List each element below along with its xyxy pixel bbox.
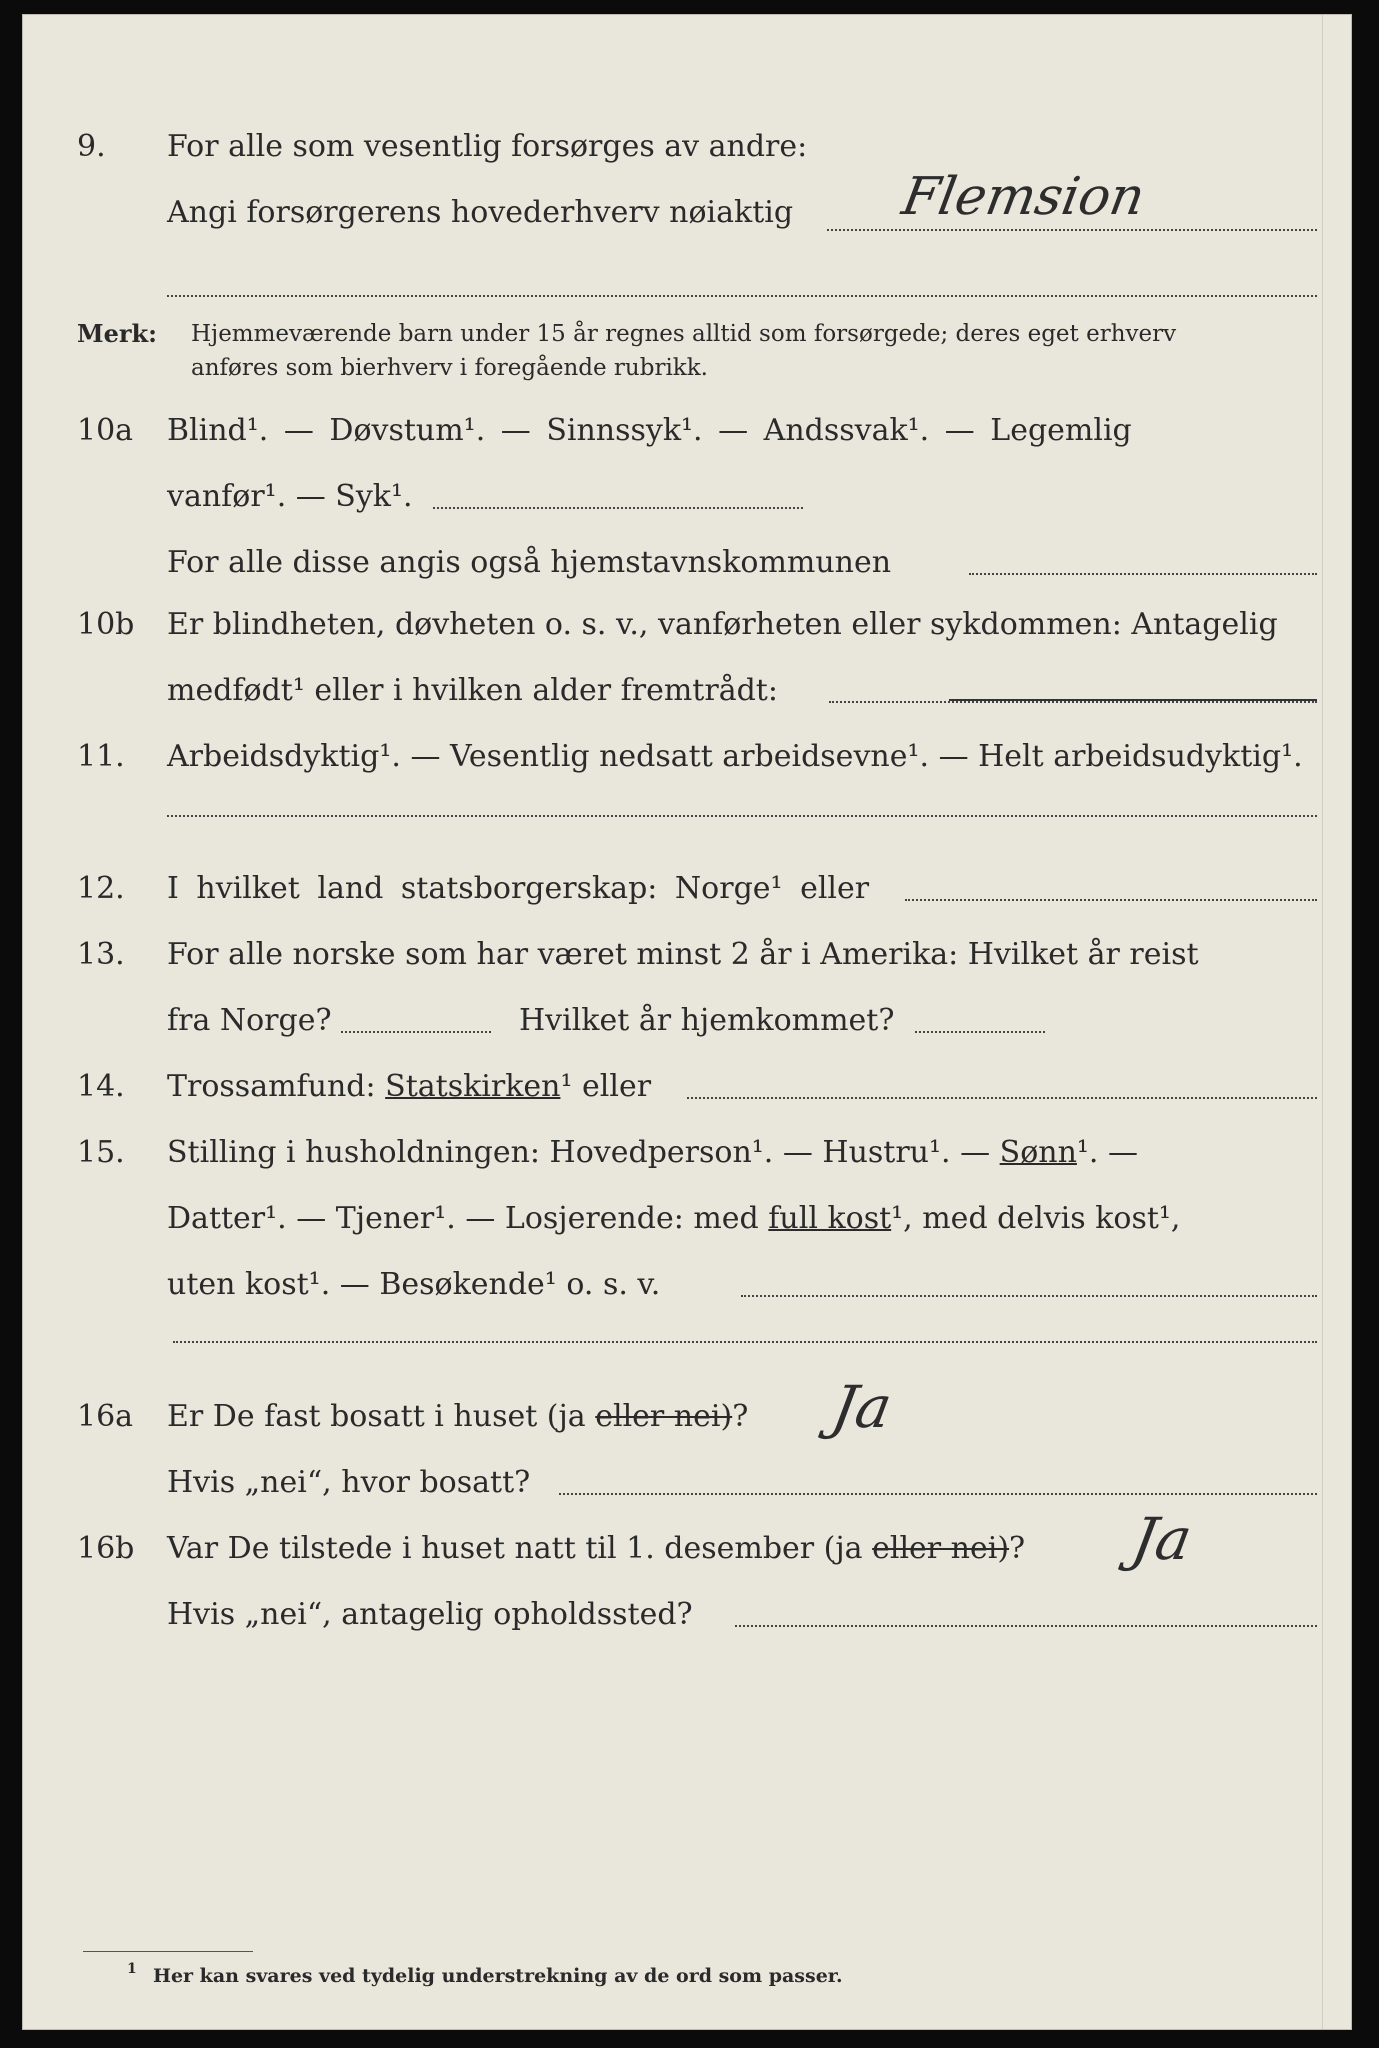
q13-line1: For alle norske som har været minst 2 år i Amerika: Hvilket år reist xyxy=(167,937,1199,972)
q16b-handwritten-answer: Ja xyxy=(1127,1505,1197,1573)
q15-line2b: ¹, med delvis kost¹, xyxy=(891,1201,1181,1236)
q15-underlined-full-kost: full kost xyxy=(768,1201,892,1236)
q9-handwritten-answer: Flemsion xyxy=(897,167,1150,227)
q16b-answer-line xyxy=(735,1625,1317,1627)
merk-label: Merk: xyxy=(77,319,157,348)
q15-extra-line xyxy=(173,1341,1317,1343)
footnote-rule xyxy=(83,1951,253,1952)
q15-underlined-sonn: Sønn xyxy=(999,1135,1077,1170)
q16a-struck-option: eller nei) xyxy=(595,1399,733,1434)
q15-line1b: ¹. — xyxy=(1076,1135,1139,1170)
q16a-handwritten-answer: Ja xyxy=(827,1373,897,1441)
q9-line2: Angi forsørgerens hovederhverv nøiaktig xyxy=(167,195,794,230)
q15-line2 xyxy=(167,1199,1180,1239)
q15-line3: uten kost¹. — Besøkende¹ o. s. v. xyxy=(167,1267,661,1302)
q16b-line2: Hvis „nei“, antagelig opholdssted? xyxy=(167,1597,693,1632)
q16b-number: 16b xyxy=(77,1531,135,1566)
q12-answer-line xyxy=(905,899,1317,901)
q9-answer-line xyxy=(827,229,1317,231)
q15-number: 15. xyxy=(77,1135,125,1170)
q15-answer-line xyxy=(741,1295,1317,1297)
q13-hjemkommet-line xyxy=(915,1031,1045,1033)
q16a-post: ? xyxy=(732,1399,749,1434)
q13-reist-line xyxy=(341,1031,491,1033)
q14-post: ¹ eller xyxy=(560,1069,652,1104)
q14-answer-line xyxy=(687,1097,1317,1099)
q10b-number: 10b xyxy=(77,607,135,642)
q10b-line1: Er blindheten, døvheten o. s. v., vanførheten eller sykdommen: Antagelig xyxy=(167,607,1278,642)
q10b-stroke xyxy=(949,699,1317,701)
q14-number: 14. xyxy=(77,1069,125,1104)
q10a-line3: For alle disse angis også hjemstavnskommunen xyxy=(167,545,892,580)
q16a-answer-line xyxy=(559,1493,1317,1495)
q14-line xyxy=(167,1067,651,1107)
q10a-number: 10a xyxy=(77,413,134,448)
q16a-pre: Er De fast bosatt i huset (ja xyxy=(167,1399,596,1434)
q10a-line2: vanfør¹. — Syk¹. xyxy=(167,479,413,514)
q9-number: 9. xyxy=(77,129,106,164)
q11-number: 11. xyxy=(77,739,125,774)
footnote-mark: 1 xyxy=(127,1961,137,1977)
q13-number: 13. xyxy=(77,937,125,972)
q9-extra-line xyxy=(167,295,1317,297)
census-form-page xyxy=(22,14,1352,2030)
q16b-line1 xyxy=(167,1529,1025,1569)
q16b-pre: Var De tilstede i huset natt til 1. desember (ja xyxy=(167,1531,873,1566)
q10b-answer-line xyxy=(829,701,1317,703)
q13-line2b: Hvilket år hjemkommet? xyxy=(519,1003,895,1038)
q11-line1: Arbeidsdyktig¹. — Vesentlig nedsatt arbeidsevne¹. — Helt arbeidsudyktig¹. xyxy=(167,739,1303,774)
q16a-line2: Hvis „nei“, hvor bosatt? xyxy=(167,1465,531,1500)
q10a-line1: Blind¹. — Døvstum¹. — Sinnssyk¹. — Andssvak¹. — Legemlig xyxy=(167,413,1132,448)
q10a-answer-line xyxy=(433,507,803,509)
footnote-text: Her kan svares ved tydelig understrekning av de ord som passer. xyxy=(153,1965,843,1987)
q14-underlined-option: Statskirken xyxy=(385,1069,561,1104)
q10b-line2: medfødt¹ eller i hvilken alder fremtrådt: xyxy=(167,673,778,708)
q14-pre: Trossamfund: xyxy=(167,1069,386,1104)
q16a-number: 16a xyxy=(77,1399,134,1434)
q15-line1a: Stilling i husholdningen: Hovedperson¹. — Hustru¹. — xyxy=(167,1135,1000,1170)
q16a-line1 xyxy=(167,1397,748,1437)
q11-answer-line xyxy=(167,815,1317,817)
q16b-struck-option: eller nei) xyxy=(872,1531,1010,1566)
q9-line1: For alle som vesentlig forsørges av andre: xyxy=(167,129,808,164)
q16b-post: ? xyxy=(1009,1531,1026,1566)
merk-line2: anføres som bierhverv i foregående rubrikk. xyxy=(191,355,708,381)
q12-line1: I hvilket land statsborgerskap: Norge¹ eller xyxy=(167,871,870,906)
q13-line2a: fra Norge? xyxy=(167,1003,332,1038)
q10a-kommune-line xyxy=(969,573,1317,575)
q15-line2a: Datter¹. — Tjener¹. — Losjerende: med xyxy=(167,1201,769,1236)
q12-number: 12. xyxy=(77,871,125,906)
merk-line1: Hjemmeværende barn under 15 år regnes alltid som forsørgede; deres eget erhverv xyxy=(191,321,1177,347)
q15-line1 xyxy=(167,1133,1138,1173)
